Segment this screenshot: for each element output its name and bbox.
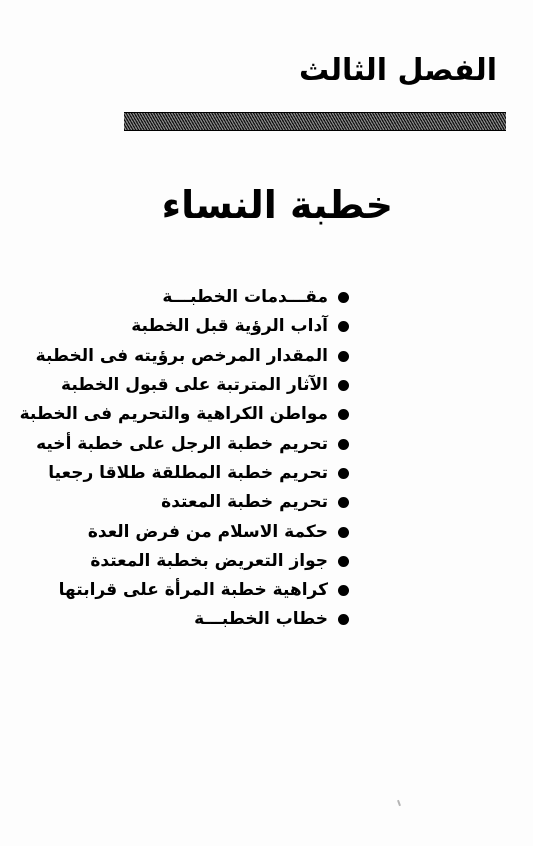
list-item (20, 517, 349, 546)
bullet-icon (338, 468, 349, 479)
list-item (20, 459, 349, 488)
topic-text: مقـــدمات الخطبـــة (162, 287, 328, 308)
list-item (20, 400, 349, 429)
topic-text: خطاب الخطبـــة (194, 609, 328, 630)
bullet-icon (338, 439, 349, 450)
topic-text: الآثار المترتبة على قبول الخطبة (61, 375, 328, 396)
topic-text: مواطن الكراهية والتحريم فى الخطبة (19, 404, 328, 425)
topic-text: تحريم خطبة المطلقة طلاقا رجعيا (48, 462, 328, 483)
topic-text: كراهية خطبة المرأة على قرابتها (58, 580, 328, 601)
bullet-icon (338, 527, 349, 538)
topic-text: حكمة الاسلام من فرض العدة (87, 521, 328, 542)
list-item (20, 429, 349, 458)
list-item (20, 488, 349, 517)
scan-speck (397, 800, 401, 806)
bullet-icon (338, 321, 349, 332)
topic-text: تحريم خطبة المعتدة (161, 492, 328, 513)
bullet-icon (338, 351, 349, 362)
bullet-icon (338, 614, 349, 625)
bullet-icon (338, 292, 349, 303)
bullet-icon (338, 585, 349, 596)
bullet-icon (338, 497, 349, 508)
section-title: خطبة النساء (161, 183, 393, 227)
list-item (20, 312, 349, 341)
list-item (20, 342, 349, 371)
list-item (20, 576, 349, 605)
bullet-icon (338, 409, 349, 420)
list-item (20, 371, 349, 400)
bullet-icon (338, 380, 349, 391)
topic-text: آداب الرؤية قبل الخطبة (131, 316, 328, 337)
decorative-hatched-bar (124, 112, 506, 131)
topic-text: المقدار المرخص برؤيته فى الخطبة (35, 345, 328, 366)
chapter-title: الفصل الثالث (298, 53, 497, 88)
bullet-icon (338, 556, 349, 567)
topics-list (20, 283, 349, 635)
topic-text: تحريم خطبة الرجل على خطبة أخيه (36, 433, 328, 454)
list-item (20, 605, 349, 634)
topic-text: جواز التعريض بخطبة المعتدة (90, 550, 328, 571)
list-item (20, 283, 349, 312)
list-item (20, 547, 349, 576)
